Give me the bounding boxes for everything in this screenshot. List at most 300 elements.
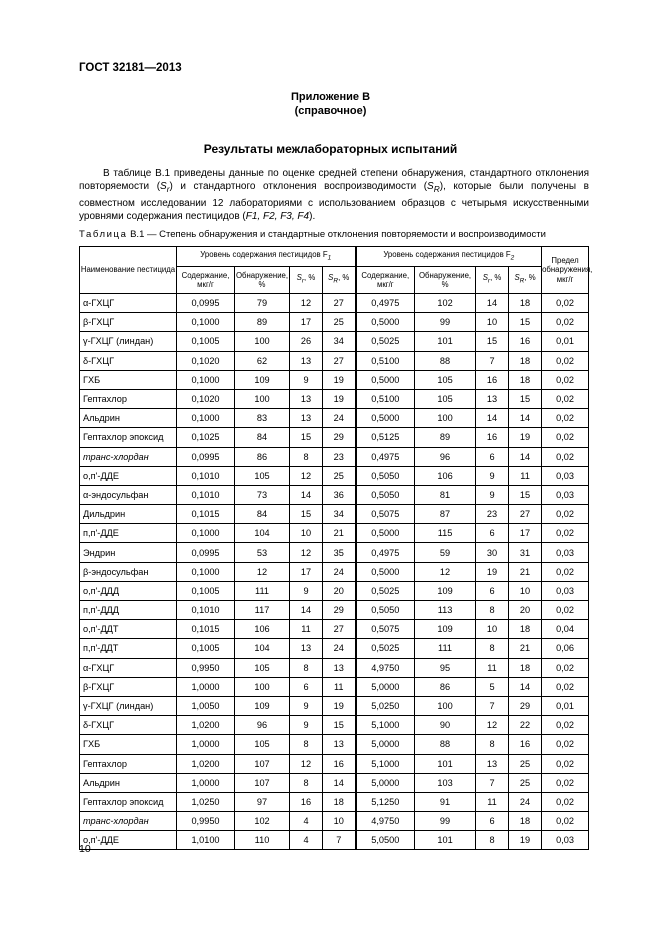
value-cell: 95: [415, 658, 476, 677]
appendix-title: Приложение В: [290, 91, 371, 103]
value-cell: 0,5050: [356, 601, 415, 620]
value-cell: 0,4975: [356, 447, 415, 466]
pesticide-name-cell: α-ГХЦГ: [80, 294, 177, 313]
table-row: [80, 773, 589, 792]
sr-symbol: S: [160, 181, 167, 193]
pesticide-name-cell: о,п'-ДДЕ: [80, 831, 177, 850]
value-cell: 102: [235, 812, 290, 831]
col-recovery-2: Обнаружение, %: [415, 267, 476, 294]
value-cell: 105: [415, 389, 476, 408]
value-cell: 105: [235, 466, 290, 485]
value-cell: 5,0000: [356, 677, 415, 696]
value-cell: 117: [235, 601, 290, 620]
value-cell: 0,5075: [356, 620, 415, 639]
value-cell: 103: [415, 773, 476, 792]
value-cell: 1,0250: [177, 792, 235, 811]
pesticide-name-cell: α-эндосульфан: [80, 485, 177, 504]
value-cell: 18: [509, 658, 542, 677]
col-sr-1: $S_r$, %: [290, 267, 323, 294]
value-cell: 0,02: [542, 562, 589, 581]
value-cell: 16: [476, 370, 509, 389]
value-cell: 86: [235, 447, 290, 466]
value-cell: 8: [476, 735, 509, 754]
value-cell: 97: [235, 792, 290, 811]
value-cell: 0,03: [542, 581, 589, 600]
value-cell: 14: [476, 294, 509, 313]
value-cell: 0,1020: [177, 351, 235, 370]
caption-label: Таблица: [79, 229, 128, 240]
value-cell: 14: [509, 677, 542, 696]
table-row: [80, 524, 589, 543]
value-cell: 0,5100: [356, 389, 415, 408]
value-cell: 0,9950: [177, 658, 235, 677]
levels-list: F1, F2, F3, F4: [245, 210, 310, 222]
value-cell: 5,1250: [356, 792, 415, 811]
value-cell: 0,0995: [177, 294, 235, 313]
value-cell: 15: [509, 313, 542, 332]
value-cell: 0,0995: [177, 543, 235, 562]
value-cell: 30: [476, 543, 509, 562]
value-cell: 5,0000: [356, 735, 415, 754]
value-cell: 16: [323, 754, 356, 773]
value-cell: 8: [476, 639, 509, 658]
value-cell: 26: [290, 332, 323, 351]
value-cell: 29: [509, 696, 542, 715]
value-cell: 0,5000: [356, 409, 415, 428]
value-cell: 109: [235, 696, 290, 715]
value-cell: 15: [290, 428, 323, 447]
value-cell: 106: [415, 466, 476, 485]
value-cell: 25: [509, 773, 542, 792]
table-row: [80, 466, 589, 485]
pesticide-name-cell: п,п'-ДДД: [80, 601, 177, 620]
value-cell: 0,02: [542, 389, 589, 408]
value-cell: 106: [235, 620, 290, 639]
value-cell: 16: [476, 428, 509, 447]
col-content-1: Содержание, мкг/г: [177, 267, 235, 294]
value-cell: 100: [415, 409, 476, 428]
value-cell: 0,02: [542, 658, 589, 677]
intro-paragraph: [79, 167, 589, 223]
value-cell: 27: [323, 294, 356, 313]
table-row: [80, 543, 589, 562]
value-cell: 88: [415, 351, 476, 370]
value-cell: 115: [415, 524, 476, 543]
value-cell: 4: [290, 831, 323, 850]
pesticide-name-cell: Альдрин: [80, 409, 177, 428]
value-cell: 0,02: [542, 351, 589, 370]
section-title: Результаты межлабораторных испытаний: [203, 142, 458, 156]
pesticide-name-cell: Гептахлор: [80, 754, 177, 773]
appendix-heading: [0, 90, 661, 118]
value-cell: 15: [323, 716, 356, 735]
value-cell: 6: [476, 447, 509, 466]
value-cell: 9: [290, 696, 323, 715]
value-cell: 96: [235, 716, 290, 735]
value-cell: 19: [509, 428, 542, 447]
pesticide-name-cell: Гептахлор: [80, 389, 177, 408]
value-cell: 0,5000: [356, 313, 415, 332]
value-cell: 13: [290, 639, 323, 658]
value-cell: 102: [415, 294, 476, 313]
value-cell: 0,06: [542, 639, 589, 658]
value-cell: 17: [290, 562, 323, 581]
value-cell: 8: [290, 658, 323, 677]
value-cell: 0,02: [542, 447, 589, 466]
value-cell: 0,01: [542, 696, 589, 715]
value-cell: 113: [415, 601, 476, 620]
value-cell: 14: [476, 409, 509, 428]
results-table: [79, 246, 593, 850]
pesticide-name-cell: β-ГХЦГ: [80, 313, 177, 332]
value-cell: 29: [323, 428, 356, 447]
group1-header: [177, 247, 356, 267]
value-cell: 21: [323, 524, 356, 543]
value-cell: 19: [323, 370, 356, 389]
group1-label: Уровень содержания пестицидов F: [200, 249, 328, 259]
table-caption: [79, 229, 546, 240]
value-cell: 1,0000: [177, 735, 235, 754]
value-cell: 19: [476, 562, 509, 581]
value-cell: 6: [476, 581, 509, 600]
value-cell: 0,04: [542, 620, 589, 639]
value-cell: 109: [235, 370, 290, 389]
value-cell: 13: [290, 409, 323, 428]
value-cell: 8: [290, 447, 323, 466]
value-cell: 0,02: [542, 370, 589, 389]
intro-text-2: ) и стандартного отклонения воспроизводимости (: [169, 181, 428, 193]
pesticide-name-cell: Гептахлор эпоксид: [80, 792, 177, 811]
value-cell: 19: [323, 389, 356, 408]
value-cell: 109: [415, 581, 476, 600]
value-cell: 12: [415, 562, 476, 581]
value-cell: 111: [415, 639, 476, 658]
value-cell: 0,03: [542, 831, 589, 850]
value-cell: 0,1000: [177, 524, 235, 543]
value-cell: 5,0250: [356, 696, 415, 715]
value-cell: 0,5025: [356, 332, 415, 351]
pesticide-name-cell: о,п'-ДДТ: [80, 620, 177, 639]
value-cell: 84: [235, 505, 290, 524]
value-cell: 5: [476, 677, 509, 696]
pesticide-name-cell: ГХБ: [80, 370, 177, 389]
value-cell: 0,5050: [356, 466, 415, 485]
value-cell: 0,1000: [177, 562, 235, 581]
value-cell: 105: [415, 370, 476, 389]
value-cell: 15: [509, 485, 542, 504]
pesticide-name-cell: α-ГХЦГ: [80, 658, 177, 677]
pesticide-name-text: транс-хлордан: [83, 816, 149, 827]
value-cell: 1,0200: [177, 716, 235, 735]
value-cell: 11: [509, 466, 542, 485]
value-cell: 6: [476, 524, 509, 543]
value-cell: 0,1025: [177, 428, 235, 447]
value-cell: 104: [235, 524, 290, 543]
value-cell: 5,1000: [356, 754, 415, 773]
value-cell: 89: [415, 428, 476, 447]
value-cell: 8: [476, 601, 509, 620]
value-cell: 20: [509, 601, 542, 620]
pesticide-name-cell: [80, 447, 177, 466]
value-cell: 73: [235, 485, 290, 504]
value-cell: 1,0050: [177, 696, 235, 715]
value-cell: 9: [290, 581, 323, 600]
value-cell: 0,02: [542, 735, 589, 754]
value-cell: 0,02: [542, 773, 589, 792]
value-cell: 0,02: [542, 294, 589, 313]
pesticide-name-cell: ГХБ: [80, 735, 177, 754]
value-cell: 15: [290, 505, 323, 524]
value-cell: 101: [415, 831, 476, 850]
appendix-subtitle: (справочное): [294, 105, 367, 117]
value-cell: 0,5100: [356, 351, 415, 370]
value-cell: 19: [509, 831, 542, 850]
value-cell: 10: [476, 313, 509, 332]
value-cell: 12: [290, 294, 323, 313]
pesticide-name-cell: п,п'-ДДЕ: [80, 524, 177, 543]
value-cell: 23: [476, 505, 509, 524]
intro-text-1: В таблице В.1 приведены данные по оценке средней степени обнаружения, стандартного отклонения повторяемости (: [79, 168, 589, 193]
value-cell: 0,03: [542, 485, 589, 504]
value-cell: 11: [476, 792, 509, 811]
col-content-2: Содержание, мкг/г: [356, 267, 415, 294]
value-cell: 1,0100: [177, 831, 235, 850]
table-row: [80, 409, 589, 428]
pesticide-name-cell: о,п'-ДДЕ: [80, 466, 177, 485]
value-cell: 1,0000: [177, 773, 235, 792]
value-cell: 20: [323, 581, 356, 600]
col-sr-2: $S_r$, %: [476, 267, 509, 294]
value-cell: 0,02: [542, 601, 589, 620]
value-cell: 0,1015: [177, 620, 235, 639]
value-cell: 110: [235, 831, 290, 850]
value-cell: 16: [290, 792, 323, 811]
value-cell: 25: [323, 466, 356, 485]
value-cell: 11: [290, 620, 323, 639]
value-cell: 8: [476, 831, 509, 850]
value-cell: 13: [476, 754, 509, 773]
table-row: [80, 716, 589, 735]
pesticide-name-cell: γ-ГХЦГ (линдан): [80, 696, 177, 715]
document-header: ГОСТ 32181—2013: [79, 62, 182, 74]
value-cell: 34: [323, 332, 356, 351]
value-cell: 27: [323, 351, 356, 370]
value-cell: 9: [476, 485, 509, 504]
value-cell: 11: [323, 677, 356, 696]
pesticide-name-cell: γ-ГХЦГ (линдан): [80, 332, 177, 351]
value-cell: 14: [509, 409, 542, 428]
value-cell: 101: [415, 332, 476, 351]
value-cell: 7: [476, 773, 509, 792]
pesticide-name-cell: δ-ГХЦГ: [80, 716, 177, 735]
table-row: [80, 351, 589, 370]
value-cell: 12: [290, 754, 323, 773]
value-cell: 7: [323, 831, 356, 850]
value-cell: 18: [509, 812, 542, 831]
intro-text-4: ).: [309, 210, 316, 222]
value-cell: 13: [290, 351, 323, 370]
value-cell: 0,5050: [356, 485, 415, 504]
value-cell: 24: [323, 562, 356, 581]
value-cell: 105: [235, 735, 290, 754]
value-cell: 0,02: [542, 812, 589, 831]
value-cell: 14: [323, 773, 356, 792]
value-cell: 0,1005: [177, 639, 235, 658]
sR-symbol: S: [427, 181, 434, 193]
value-cell: 9: [290, 370, 323, 389]
pesticide-name-cell: β-эндосульфан: [80, 562, 177, 581]
value-cell: 0,4975: [356, 543, 415, 562]
value-cell: 0,1015: [177, 505, 235, 524]
value-cell: 17: [290, 313, 323, 332]
value-cell: 0,02: [542, 524, 589, 543]
value-cell: 36: [323, 485, 356, 504]
pesticide-name-cell: δ-ГХЦГ: [80, 351, 177, 370]
value-cell: 24: [323, 639, 356, 658]
value-cell: 0,1000: [177, 409, 235, 428]
value-cell: 13: [476, 389, 509, 408]
value-cell: 0,4975: [356, 294, 415, 313]
pesticide-name-cell: [80, 812, 177, 831]
value-cell: 19: [323, 696, 356, 715]
value-cell: 31: [509, 543, 542, 562]
value-cell: 4,9750: [356, 658, 415, 677]
pesticide-name-text: транс-хлордан: [83, 451, 149, 462]
table-row: [80, 620, 589, 639]
value-cell: 109: [415, 620, 476, 639]
value-cell: 16: [509, 735, 542, 754]
value-cell: 111: [235, 581, 290, 600]
value-cell: 7: [476, 351, 509, 370]
pesticide-name-cell: Дильдрин: [80, 505, 177, 524]
value-cell: 0,02: [542, 792, 589, 811]
value-cell: 99: [415, 313, 476, 332]
value-cell: 34: [323, 505, 356, 524]
value-cell: 107: [235, 754, 290, 773]
value-cell: 4,9750: [356, 812, 415, 831]
value-cell: 35: [323, 543, 356, 562]
col-sR-1: $S_R$, %: [323, 267, 356, 294]
pesticide-name-cell: о,п'-ДДД: [80, 581, 177, 600]
value-cell: 14: [509, 447, 542, 466]
table-row: [80, 294, 589, 313]
value-cell: 13: [323, 735, 356, 754]
table-row: [80, 754, 589, 773]
value-cell: 84: [235, 428, 290, 447]
value-cell: 100: [235, 677, 290, 696]
value-cell: 0,5000: [356, 370, 415, 389]
value-cell: 12: [290, 543, 323, 562]
value-cell: 0,1000: [177, 370, 235, 389]
table-row: [80, 812, 589, 831]
table-row: [80, 505, 589, 524]
value-cell: 0,02: [542, 754, 589, 773]
value-cell: 100: [235, 389, 290, 408]
value-cell: 29: [323, 601, 356, 620]
group1-sub: 1: [327, 254, 332, 262]
value-cell: 5,0500: [356, 831, 415, 850]
value-cell: 0,01: [542, 332, 589, 351]
value-cell: 0,02: [542, 313, 589, 332]
value-cell: 1,0200: [177, 754, 235, 773]
value-cell: 0,02: [542, 677, 589, 696]
value-cell: 22: [509, 716, 542, 735]
value-cell: 0,1005: [177, 581, 235, 600]
sR-sub: R: [433, 184, 440, 195]
value-cell: 27: [509, 505, 542, 524]
value-cell: 9: [476, 466, 509, 485]
value-cell: 11: [476, 658, 509, 677]
group2-sub: 2: [510, 254, 515, 262]
value-cell: 27: [323, 620, 356, 639]
value-cell: 23: [323, 447, 356, 466]
group2-label: Уровень содержания пестицидов F: [383, 249, 511, 259]
value-cell: 18: [509, 294, 542, 313]
value-cell: 81: [415, 485, 476, 504]
value-cell: 21: [509, 639, 542, 658]
pesticide-name-cell: п,п'-ДДТ: [80, 639, 177, 658]
value-cell: 89: [235, 313, 290, 332]
value-cell: 100: [235, 332, 290, 351]
pesticide-name-cell: Гептахлор эпоксид: [80, 428, 177, 447]
value-cell: 10: [476, 620, 509, 639]
value-cell: 18: [509, 620, 542, 639]
value-cell: 59: [415, 543, 476, 562]
value-cell: 7: [476, 696, 509, 715]
value-cell: 96: [415, 447, 476, 466]
value-cell: 0,5000: [356, 524, 415, 543]
value-cell: 0,5125: [356, 428, 415, 447]
caption-text: В.1 — Степень обнаружения и стандартные отклонения повторяемости и воспроизводимости: [130, 229, 546, 240]
value-cell: 9: [290, 716, 323, 735]
table-row: [80, 447, 589, 466]
value-cell: 4: [290, 812, 323, 831]
value-cell: 62: [235, 351, 290, 370]
value-cell: 17: [509, 524, 542, 543]
value-cell: 24: [509, 792, 542, 811]
table-row: [80, 735, 589, 754]
value-cell: 12: [235, 562, 290, 581]
value-cell: 0,03: [542, 466, 589, 485]
value-cell: 0,02: [542, 428, 589, 447]
value-cell: 15: [509, 389, 542, 408]
value-cell: 101: [415, 754, 476, 773]
value-cell: 0,5075: [356, 505, 415, 524]
value-cell: 18: [323, 792, 356, 811]
value-cell: 6: [290, 677, 323, 696]
value-cell: 10: [290, 524, 323, 543]
value-cell: 12: [290, 466, 323, 485]
intro-text-3: ), которые были получены в совместном исследовании 12 лабораториями с использованием образцов с четырьмя искусственными уровнями содержания пестицидов (: [79, 181, 589, 222]
table-row: [80, 639, 589, 658]
col-limit-header: Предел обнаружения, мкг/г: [542, 247, 589, 294]
value-cell: 21: [509, 562, 542, 581]
value-cell: 14: [290, 601, 323, 620]
pesticide-name-cell: Эндрин: [80, 543, 177, 562]
value-cell: 0,02: [542, 505, 589, 524]
value-cell: 24: [323, 409, 356, 428]
group2-header: [356, 247, 542, 267]
col-recovery-1: Обнаружение, %: [235, 267, 290, 294]
table-row: [80, 601, 589, 620]
value-cell: 100: [415, 696, 476, 715]
table-row: [80, 313, 589, 332]
value-cell: 0,5025: [356, 639, 415, 658]
value-cell: 0,5000: [356, 562, 415, 581]
value-cell: 107: [235, 773, 290, 792]
table-row: [80, 332, 589, 351]
value-cell: 79: [235, 294, 290, 313]
